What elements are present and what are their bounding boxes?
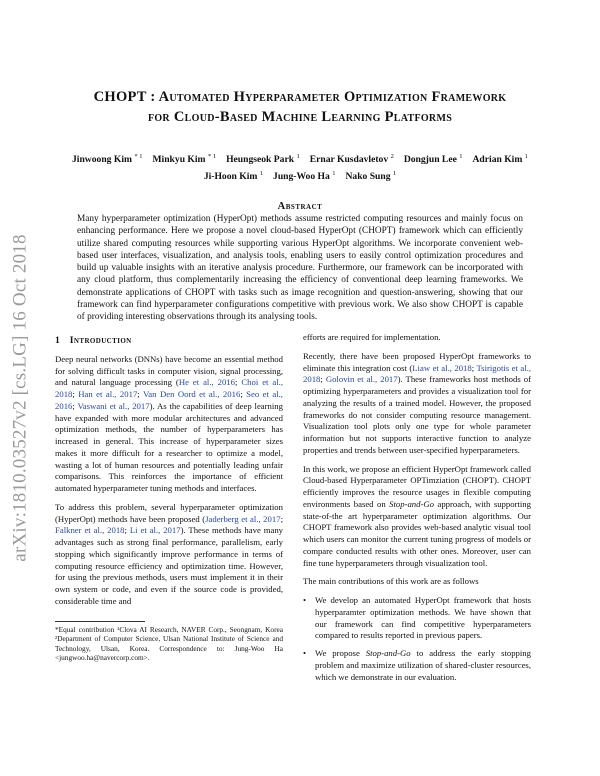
text-run: ;: [240, 389, 247, 399]
text-run: ;: [280, 513, 283, 524]
text-run: ;: [124, 525, 130, 536]
affiliation-marker: 2: [390, 153, 394, 160]
section-title: Introduction: [69, 335, 132, 346]
author-name: Jung-Woo Ha $^1$: [273, 170, 336, 183]
paragraph: [55, 502, 283, 608]
affiliation-marker: * 1: [207, 153, 217, 160]
citation-link[interactable]: Jaderberg et al., 2017: [205, 513, 281, 524]
section-heading: [55, 335, 283, 347]
text-run: approach, with supporting state-of-the art hyperparameter optimization algorithms. Our CHOPT framework also provides web-based analytic visual tool which users can monitor the current tuning progress of models or compare conducted results with other ones. Moreover, user can fine tune hyperparameters through visualization tool.: [303, 498, 531, 568]
footnotes: *Equal contribution ¹Clova AI Research, NAVER Corp., Seongnam, Korea ²Department of Computer Science, Ulsan National Institute of Science and Technology, Ulsan, Korea. Correspondence to: Jung-Woo Ha <jungwoo.ha@navercorp.com>.: [55, 625, 283, 663]
text-run: To address this problem, several hyperparameter optimization (HyperOpt) methods have been proposed (: [55, 501, 283, 524]
bullet-icon: •: [303, 595, 307, 605]
text-run: ;: [471, 362, 477, 373]
emphasis-text: Stop-and-Go: [389, 498, 435, 509]
author-name: Adrian Kim $^1$: [472, 153, 528, 166]
bullet-icon: •: [303, 648, 307, 658]
text-run: Deep neural networks (DNNs) have become an essential method for solving difficult tasks in computer vision, signal processing, and natural language processing (: [55, 353, 283, 388]
abstract-heading: Abstract: [277, 201, 323, 212]
contribution-list: [303, 595, 531, 683]
author-name: Ji-Hoon Kim $^1$: [203, 170, 264, 183]
list-item: [303, 648, 531, 683]
arxiv-identifier: arXiv:1810.03527v2 [cs.LG] 16 Oct 2018: [10, 234, 32, 562]
text-run: We propose: [315, 648, 366, 658]
emphasis-text: Stop-and-Go: [365, 648, 411, 658]
author-name: Jinwoong Kim $^{* 1}$: [72, 153, 143, 166]
author-row-1: [60, 150, 540, 167]
text-run: ). These frameworks host methods of optimizing hyperparameters and provides a visualization tool for analyzing the results of a trained model. However, the proposed frameworks do not consider computing resource management. Visualization tool plots only one type for whole parameter information but not supports interactive function to analyze properties and trends between user-specified hyperparameters.: [303, 374, 531, 455]
affiliation-marker: 1: [459, 153, 463, 160]
author-row-2: [60, 167, 540, 184]
title-line-2: for Cloud-Based Machine Learning Platforms: [147, 109, 453, 125]
affiliation-marker: * 1: [134, 153, 143, 160]
right-column: [303, 332, 531, 689]
citation-link[interactable]: Falkner et al., 2018: [55, 525, 125, 536]
paragraph: [303, 464, 531, 570]
paper-title: [60, 87, 540, 127]
affiliation-marker: 1: [332, 170, 336, 178]
text-run: ;: [72, 389, 79, 399]
citation-link[interactable]: Choi et al., 2018: [55, 377, 284, 399]
affiliation-marker: 1: [524, 153, 528, 160]
text-run: We develop an automated HyperOpt framework that hosts hyperparamter optimization methods. We have shown that our framework can find competitive hyperparameters compared to results reported in previous papers.: [315, 595, 531, 641]
citation-link[interactable]: Seo et al., 2016: [55, 389, 283, 411]
citation-link[interactable]: Tsirigotis et al., 2018: [303, 362, 531, 385]
text-run: ;: [320, 374, 326, 385]
abstract-body: Many hyperparameter optimization (HyperOpt) methods assume restricted computing resources and mainly focus on enhancing performance. Here we propose a novel cloud-based HyperOpt (CHOPT) framework which can efficiently utilize shared computing resources while supporting various HyperOpt algorithms. We incorporate convenient web-based user interfaces, visualization, and analysis tools, enabling users to easily control optimization procedures and build up valuable insights with an iterative analysis procedure. Furthermore, our framework can be incorporated with any cloud platform, thus complementarily increasing the efficiency of conventional deep learning frameworks. We demonstrate applications of CHOPT with tasks such as image recognition and question-answering, showing that our framework can find hyperparameter configurations competitive with previous work. We also show CHOPT is capable of providing interesting observations through its analysing tools.: [77, 214, 523, 323]
text-run: ). These methods have many advantages such as strong final performance, parallelism, early stopping which significantly improve performance in terms of computing resource efficiency and optimization time. However, for using the previous methods, users must implement it in their own system or code, and even if the source code is provided, considerable time and: [55, 525, 284, 606]
author-list: [60, 150, 540, 184]
citation-link[interactable]: Van Den Oord et al., 2016: [143, 389, 241, 399]
author-name: Heungseok Park $^1$: [226, 153, 300, 166]
text-run: to address the early stopping problem and maximize utilization of shared-cluster resources, which we demonstrate in our evaluation.: [315, 648, 531, 682]
footnote-divider: [55, 621, 145, 622]
affiliation-marker: 1: [392, 170, 397, 178]
citation-link[interactable]: Li et al., 2017: [129, 525, 181, 536]
text-run: ;: [137, 389, 143, 399]
citation-link[interactable]: Vaswani et al., 2017: [77, 400, 150, 411]
text-run: ;: [235, 377, 242, 388]
text-run: ). As the capabilities of deep learning have expanded with more modular architectures and advanced optimization methods, the number of hyperparameters has increased in general. This increase of hyperparameter sizes makes it more difficult for a researcher to optimize a model, wasting a lot of human resources and potentially leading unfair comparisons. This reinforces the importance of efficient automated hyperparameter tuning methods and interfaces.: [55, 400, 283, 493]
author-name: Minkyu Kim $^{* 1}$: [152, 153, 217, 166]
text-run: ;: [72, 400, 78, 411]
paragraph: efforts are required for implementation.: [303, 332, 441, 342]
text-run: In this work, we propose an efficient HyperOpt framework called Cloud-based Hyperparameter OPTimziation (CHOPT). CHOPT efficiently improves the resource usages in flexible computing environments based on: [303, 463, 531, 509]
citation-link[interactable]: He et al., 2016: [178, 377, 235, 388]
list-item: [303, 595, 531, 642]
left-column: [55, 335, 283, 615]
author-name: Dongjun Lee $^1$: [403, 153, 463, 166]
text-run: Recently, there have been proposed HyperOpt frameworks to eliminate this integration cost (: [303, 350, 531, 373]
citation-link[interactable]: Liaw et al., 2018: [412, 362, 472, 373]
paragraph: [303, 351, 531, 457]
citation-link[interactable]: Golovin et al., 2017: [325, 374, 398, 385]
section-number: 1: [55, 335, 60, 346]
paragraph: The main contributions of this work are as follows: [303, 576, 479, 587]
title-line-1: CHOPT : Automated Hyperparameter Optimization Framework: [93, 89, 507, 105]
affiliation-marker: 1: [259, 170, 264, 178]
author-name: Nako Sung $^1$: [345, 170, 397, 183]
author-name: Ernar Kusdavletov $^2$: [309, 153, 394, 166]
citation-link[interactable]: Han et al., 2017: [78, 389, 138, 399]
arxiv-stamp: [6, 208, 36, 588]
paragraph: [55, 354, 283, 495]
affiliation-marker: 1: [296, 153, 300, 160]
